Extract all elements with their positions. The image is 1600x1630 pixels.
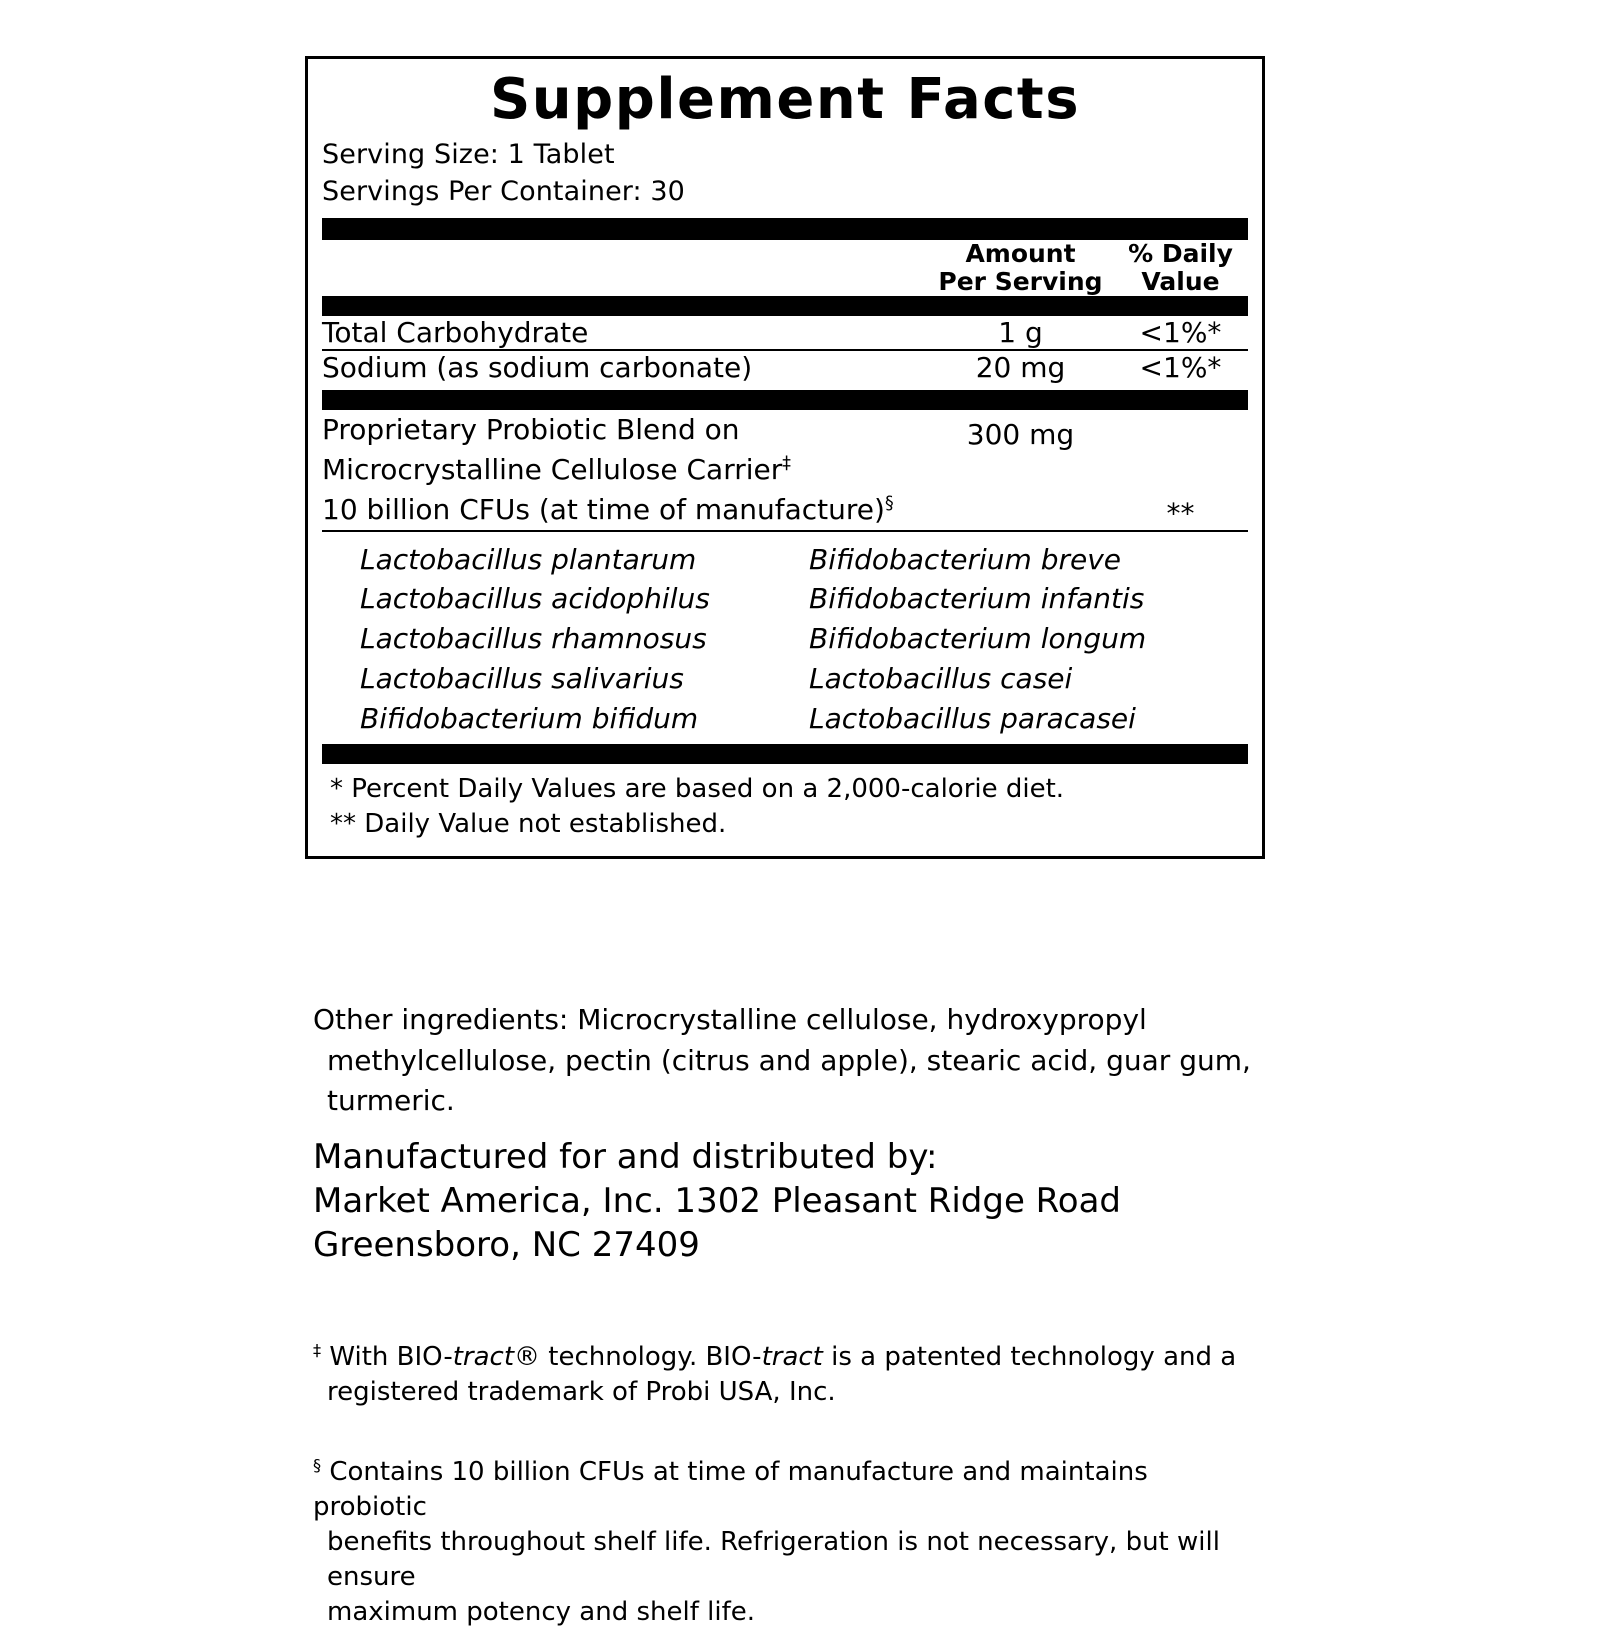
- note-biotract-italic1: tract: [452, 1342, 515, 1372]
- other-ingredients: [313, 1000, 1288, 1122]
- nutrient-amount: 20 mg: [928, 350, 1113, 384]
- nutrient-rows: [322, 316, 1248, 384]
- list-item: Lactobacillus rhamnosus: [360, 622, 707, 656]
- header-amount-line2: Per Serving: [938, 267, 1103, 297]
- manufacturer-line2: Market America, Inc. 1302 Pleasant Ridge Road: [313, 1181, 1121, 1222]
- list-item: Bifidobacterium infantis: [809, 582, 1145, 616]
- header-daily-value: [1113, 240, 1248, 296]
- list-item: Lactobacillus casei: [809, 661, 1073, 695]
- blend-line-2-text: Microcrystalline Cellulose Carrier: [322, 453, 783, 487]
- strain-column-left: [360, 540, 799, 739]
- header-amount-line1: Amount: [965, 239, 1076, 269]
- other-ingredients-line1: Other ingredients: Microcrystalline cellulose, hydroxypropyl: [313, 1003, 1147, 1036]
- blend-line-3-mark: §: [884, 493, 894, 514]
- note-biotract-part1: With BIO-: [321, 1342, 453, 1372]
- manufacturer-info: [313, 1135, 1313, 1268]
- table-row: [322, 316, 1248, 350]
- servings-per-container: Servings Per Container: 30: [322, 176, 685, 208]
- table-header-row: [322, 240, 1248, 296]
- manufacturer-line1: Manufactured for and distributed by:: [313, 1137, 938, 1177]
- blend-dv: **: [1166, 496, 1195, 530]
- panel-inner: [308, 59, 1262, 856]
- footnote-daily-values: * Percent Daily Values are based on a 2,000-calorie diet.: [330, 774, 1065, 805]
- divider-thick-header: [322, 296, 1248, 316]
- blend-line-3-text: 10 billion CFUs (at time of manufacture): [322, 492, 885, 526]
- nutrition-table: [322, 240, 1248, 296]
- note-biotract-italic2: tract: [761, 1342, 823, 1372]
- blend-amount: 300 mg: [966, 418, 1075, 452]
- note-biotract-mark: ‡: [313, 1340, 322, 1360]
- note-biotract: [313, 1340, 1263, 1410]
- nutrient-amount: 1 g: [998, 316, 1043, 350]
- nutrient-name: Sodium (as sodium carbonate): [322, 350, 928, 384]
- list-item: Bifidobacterium breve: [809, 542, 1122, 576]
- note-cfu-line1-text: Contains 10 billion CFUs at time of manufacture and maintains probiotic: [313, 1457, 1148, 1523]
- strain-column-right: [799, 540, 1248, 739]
- blend-row: [322, 410, 1248, 529]
- header-dv-line2: Value: [1141, 267, 1220, 297]
- divider-thick-blend: [322, 390, 1248, 410]
- header-dv-line1: % Daily: [1128, 239, 1233, 269]
- table-row: [322, 350, 1248, 384]
- panel-title: Supplement Facts: [489, 67, 1081, 132]
- header-blank: [322, 240, 928, 296]
- blend-description: [322, 410, 928, 529]
- blend-line-2: [322, 450, 928, 490]
- divider-thick-top: [322, 218, 1248, 240]
- blend-line-1: Proprietary Probiotic Blend on: [322, 413, 740, 447]
- note-cfu-mark: §: [313, 1455, 322, 1475]
- note-biotract-part2: ® technology. BIO-: [514, 1342, 762, 1372]
- note-cfu: [313, 1455, 1263, 1630]
- serving-size: Serving Size: 1 Tablet: [322, 138, 615, 170]
- note-cfu-line3: maximum potency and shelf life.: [327, 1597, 755, 1628]
- header-amount-per-serving: [928, 240, 1113, 296]
- nutrient-dv: <1%*: [1139, 316, 1222, 350]
- supplement-facts-panel: [305, 56, 1265, 859]
- note-cfu-line2: benefits throughout shelf life. Refrigeration is not necessary, but will ensure: [327, 1527, 1220, 1593]
- list-item: Lactobacillus acidophilus: [360, 582, 710, 616]
- note-biotract-line1: [313, 1340, 1263, 1375]
- divider-thick-footnotes: [322, 744, 1248, 764]
- footnote-dv-not-established: ** Daily Value not established.: [330, 809, 727, 840]
- list-item: Bifidobacterium bifidum: [360, 701, 699, 735]
- list-item: Lactobacillus plantarum: [360, 542, 697, 576]
- note-biotract-line2: registered trademark of Probi USA, Inc.: [327, 1377, 836, 1408]
- manufacturer-line3: Greensboro, NC 27409: [313, 1225, 700, 1266]
- strain-list: [322, 530, 1248, 745]
- list-item: Lactobacillus salivarius: [360, 661, 684, 695]
- list-item: Lactobacillus paracasei: [809, 701, 1136, 735]
- nutrient-name: Total Carbohydrate: [322, 316, 589, 350]
- blend-line-2-mark: ‡: [782, 453, 791, 474]
- other-ingredients-line2: methylcellulose, pectin (citrus and apple), stearic acid, guar gum, turmeric.: [327, 1043, 1251, 1118]
- list-item: Bifidobacterium longum: [809, 622, 1147, 656]
- blend-table: [322, 410, 1248, 529]
- note-cfu-line1: [313, 1455, 1263, 1525]
- note-biotract-part3: is a patented technology and a: [822, 1342, 1237, 1372]
- blend-line-3: [322, 490, 928, 530]
- nutrient-dv: <1%*: [1113, 350, 1248, 384]
- footnotes: [322, 764, 1248, 846]
